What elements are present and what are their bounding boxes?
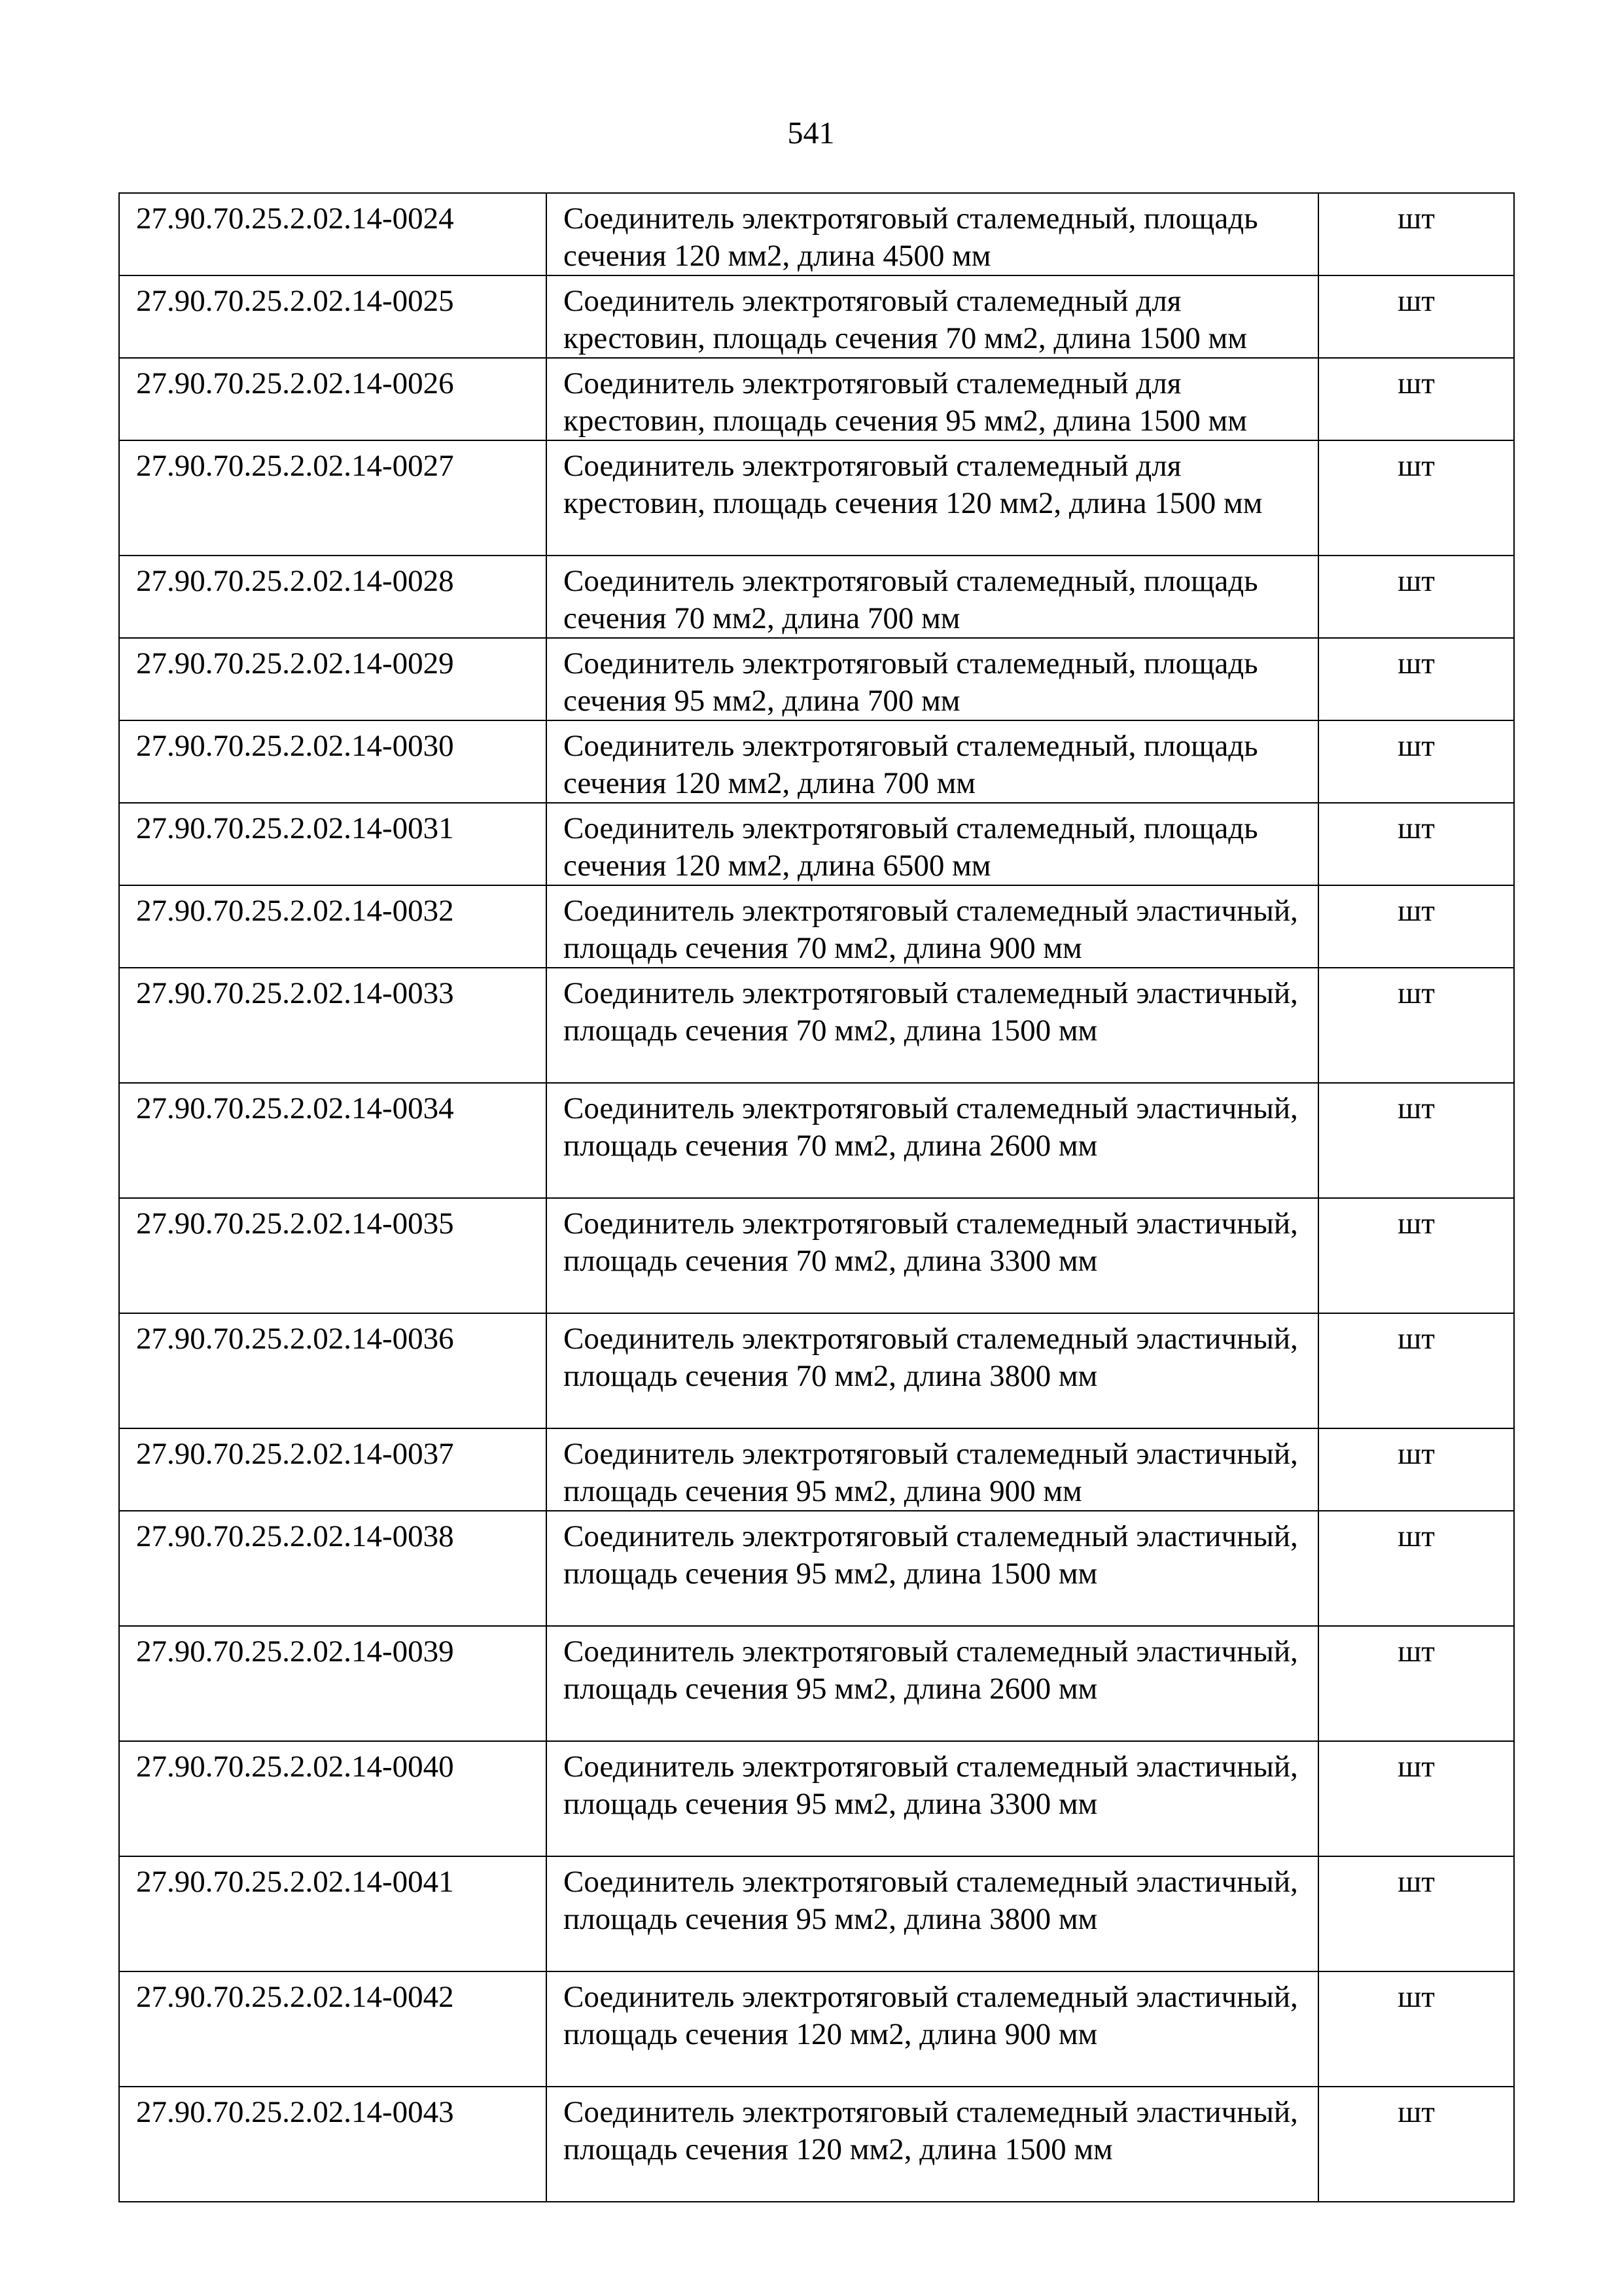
table-row (119, 1741, 1514, 1856)
name-cell: Соединитель электротяговый сталемедный эластичный, площадь сечения 95 мм2, длина 900 мм (546, 1428, 1318, 1511)
table-row (119, 803, 1514, 885)
code-cell: 27.90.70.25.2.02.14-0033 (119, 968, 546, 1083)
code-cell: 27.90.70.25.2.02.14-0031 (119, 803, 546, 885)
unit-cell: шт (1318, 1626, 1514, 1741)
name-cell: Соединитель электротяговый сталемедный, площадь сечения 120 мм2, длина 6500 мм (546, 803, 1318, 885)
name-cell: Соединитель электротяговый сталемедный эластичный, площадь сечения 120 мм2, длина 1500 мм (546, 2087, 1318, 2202)
code-cell: 27.90.70.25.2.02.14-0042 (119, 1971, 546, 2087)
code-cell: 27.90.70.25.2.02.14-0028 (119, 556, 546, 638)
code-cell: 27.90.70.25.2.02.14-0030 (119, 720, 546, 803)
page-number: 541 (787, 116, 835, 150)
table-row (119, 720, 1514, 803)
unit-cell: шт (1318, 885, 1514, 968)
unit-cell: шт (1318, 1083, 1514, 1198)
name-cell: Соединитель электротяговый сталемедный, площадь сечения 70 мм2, длина 700 мм (546, 556, 1318, 638)
unit-cell: шт (1318, 968, 1514, 1083)
name-cell: Соединитель электротяговый сталемедный эластичный, площадь сечения 70 мм2, длина 1500 мм (546, 968, 1318, 1083)
table-row (119, 193, 1514, 275)
code-cell: 27.90.70.25.2.02.14-0035 (119, 1198, 546, 1313)
name-cell: Соединитель электротяговый сталемедный, площадь сечения 120 мм2, длина 4500 мм (546, 193, 1318, 275)
unit-cell: шт (1318, 2087, 1514, 2202)
code-cell: 27.90.70.25.2.02.14-0029 (119, 638, 546, 720)
name-cell: Соединитель электротяговый сталемедный эластичный, площадь сечения 70 мм2, длина 3800 мм (546, 1313, 1318, 1428)
name-cell: Соединитель электротяговый сталемедный эластичный, площадь сечения 95 мм2, длина 3800 мм (546, 1856, 1318, 1971)
unit-cell: шт (1318, 1428, 1514, 1511)
table-row (119, 638, 1514, 720)
name-cell: Соединитель электротяговый сталемедный эластичный, площадь сечения 95 мм2, длина 3300 мм (546, 1741, 1318, 1856)
resource-code-table (118, 192, 1515, 2202)
table-row (119, 968, 1514, 1083)
unit-cell: шт (1318, 556, 1514, 638)
code-cell: 27.90.70.25.2.02.14-0032 (119, 885, 546, 968)
unit-cell: шт (1318, 638, 1514, 720)
table-row (119, 358, 1514, 440)
code-cell: 27.90.70.25.2.02.14-0041 (119, 1856, 546, 1971)
name-cell: Соединитель электротяговый сталемедный для крестовин, площадь сечения 120 мм2, длина 1500 мм (546, 440, 1318, 556)
table-row (119, 1198, 1514, 1313)
table-row (119, 1428, 1514, 1511)
unit-cell: шт (1318, 1511, 1514, 1626)
unit-cell: шт (1318, 1741, 1514, 1856)
unit-cell: шт (1318, 1198, 1514, 1313)
table-row (119, 885, 1514, 968)
code-cell: 27.90.70.25.2.02.14-0027 (119, 440, 546, 556)
code-cell: 27.90.70.25.2.02.14-0043 (119, 2087, 546, 2202)
unit-cell: шт (1318, 803, 1514, 885)
table-row (119, 1083, 1514, 1198)
name-cell: Соединитель электротяговый сталемедный, площадь сечения 95 мм2, длина 700 мм (546, 638, 1318, 720)
code-cell: 27.90.70.25.2.02.14-0025 (119, 275, 546, 358)
unit-cell: шт (1318, 275, 1514, 358)
code-cell: 27.90.70.25.2.02.14-0040 (119, 1741, 546, 1856)
code-cell: 27.90.70.25.2.02.14-0024 (119, 193, 546, 275)
unit-cell: шт (1318, 358, 1514, 440)
table-row (119, 1511, 1514, 1626)
name-cell: Соединитель электротяговый сталемедный эластичный, площадь сечения 70 мм2, длина 900 мм (546, 885, 1318, 968)
name-cell: Соединитель электротяговый сталемедный эластичный, площадь сечения 120 мм2, длина 900 мм (546, 1971, 1318, 2087)
unit-cell: шт (1318, 1856, 1514, 1971)
unit-cell: шт (1318, 193, 1514, 275)
code-cell: 27.90.70.25.2.02.14-0039 (119, 1626, 546, 1741)
code-cell: 27.90.70.25.2.02.14-0037 (119, 1428, 546, 1511)
name-cell: Соединитель электротяговый сталемедный эластичный, площадь сечения 70 мм2, длина 2600 мм (546, 1083, 1318, 1198)
code-cell: 27.90.70.25.2.02.14-0034 (119, 1083, 546, 1198)
unit-cell: шт (1318, 720, 1514, 803)
table-row (119, 440, 1514, 556)
table-row (119, 1971, 1514, 2087)
name-cell: Соединитель электротяговый сталемедный, площадь сечения 120 мм2, длина 700 мм (546, 720, 1318, 803)
table-row (119, 2087, 1514, 2202)
name-cell: Соединитель электротяговый сталемедный эластичный, площадь сечения 70 мм2, длина 3300 мм (546, 1198, 1318, 1313)
code-cell: 27.90.70.25.2.02.14-0036 (119, 1313, 546, 1428)
name-cell: Соединитель электротяговый сталемедный для крестовин, площадь сечения 70 мм2, длина 1500 мм (546, 275, 1318, 358)
table-row (119, 1856, 1514, 1971)
table-row (119, 1313, 1514, 1428)
name-cell: Соединитель электротяговый сталемедный эластичный, площадь сечения 95 мм2, длина 2600 мм (546, 1626, 1318, 1741)
table-row (119, 1626, 1514, 1741)
code-cell: 27.90.70.25.2.02.14-0026 (119, 358, 546, 440)
code-cell: 27.90.70.25.2.02.14-0038 (119, 1511, 546, 1626)
unit-cell: шт (1318, 440, 1514, 556)
table-row (119, 275, 1514, 358)
unit-cell: шт (1318, 1971, 1514, 2087)
name-cell: Соединитель электротяговый сталемедный эластичный, площадь сечения 95 мм2, длина 1500 мм (546, 1511, 1318, 1626)
unit-cell: шт (1318, 1313, 1514, 1428)
table-row (119, 556, 1514, 638)
name-cell: Соединитель электротяговый сталемедный для крестовин, площадь сечения 95 мм2, длина 1500 мм (546, 358, 1318, 440)
